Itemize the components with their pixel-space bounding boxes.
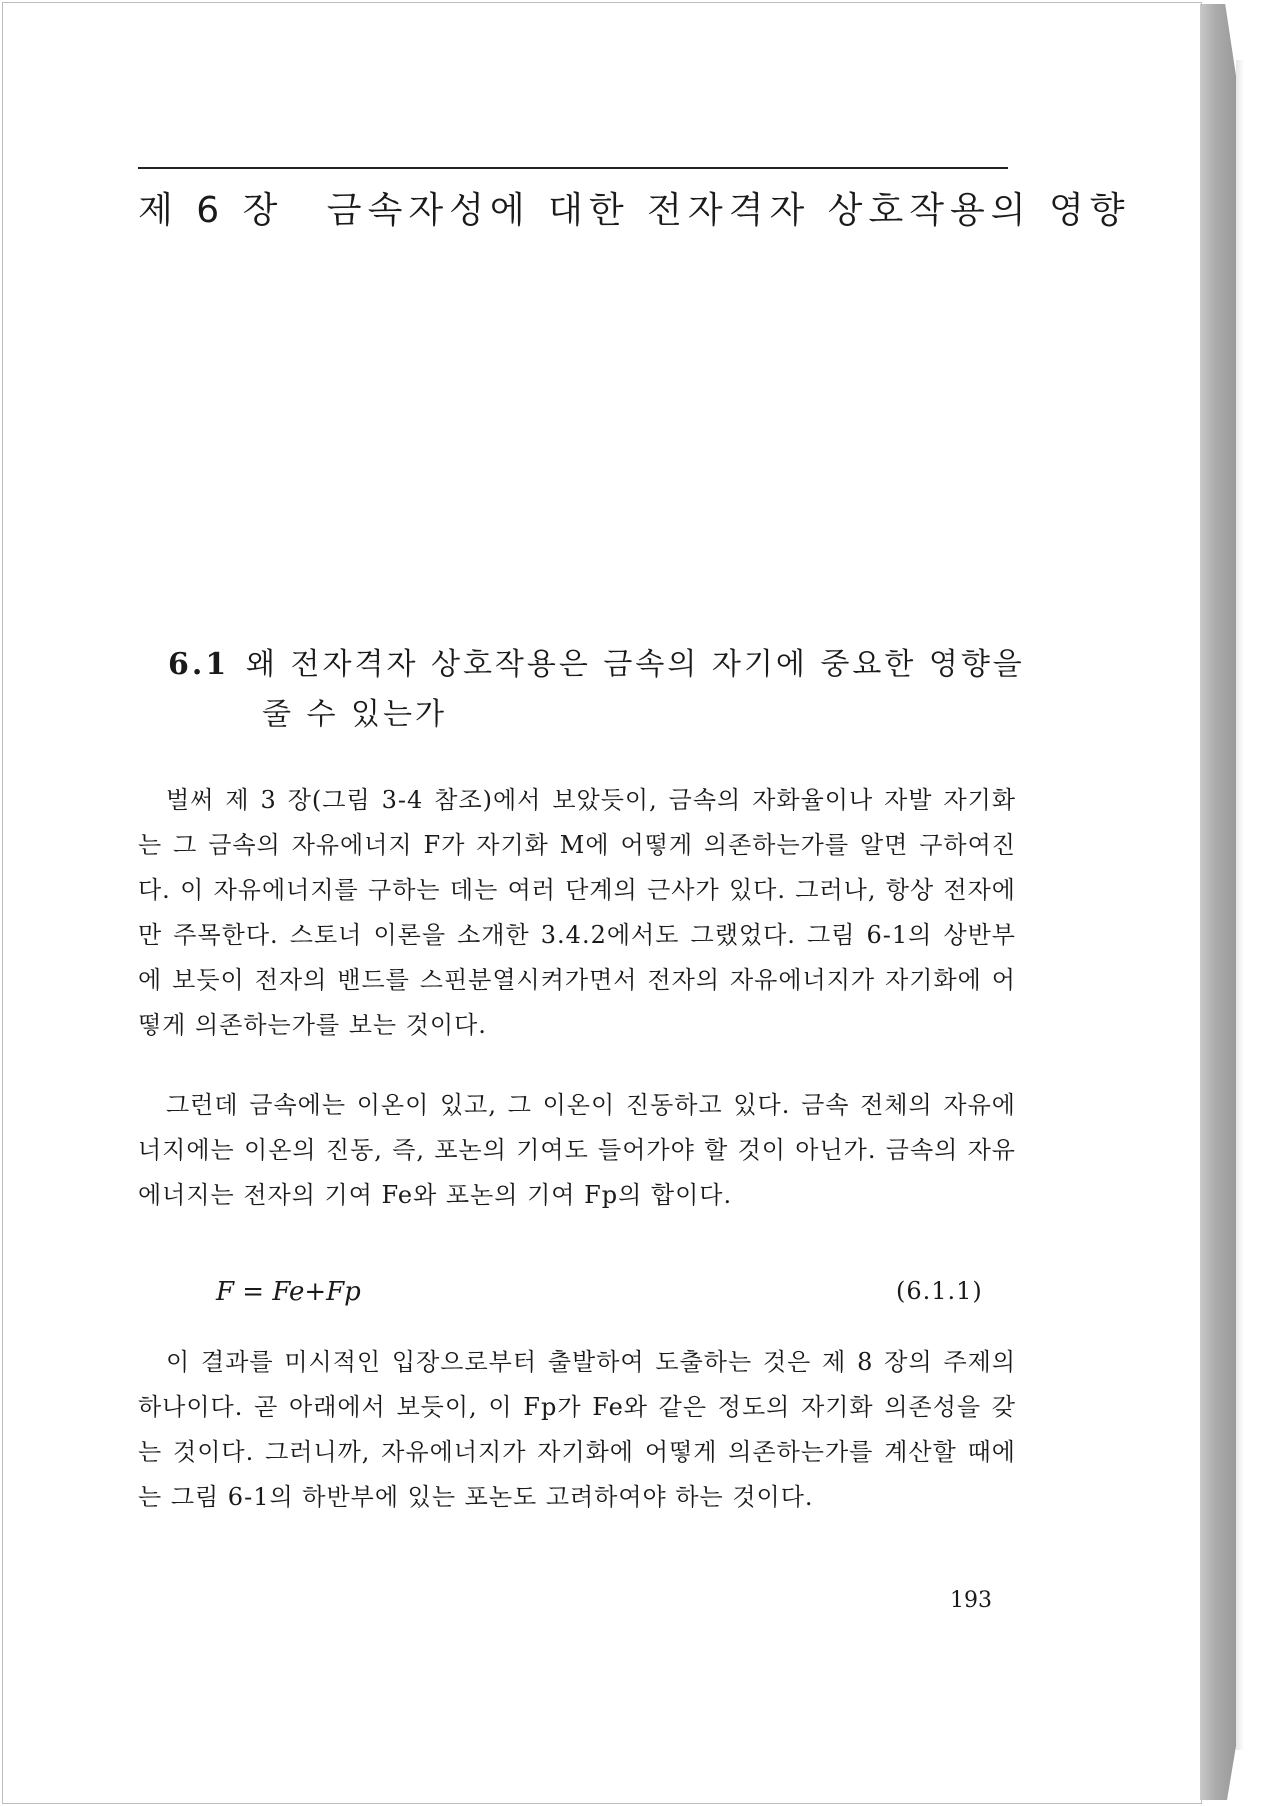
chapter-number: 제 6 장 <box>138 190 284 231</box>
paragraph-text: 그런데 금속에는 이온이 있고, 그 이온이 진동하고 있다. 금속 전체의 자유에너지에는 이온의 진동, 즉, 포논의 기여도 들어가야 할 것이 아닌가. 금속의 자유에너지는 전자의 기여 Fe와 포논의 기여 Fp의 합이다. <box>138 1091 1016 1209</box>
paragraph-text: 벌써 제 3 장(그림 3-4 참조)에서 보았듯이, 금속의 자화율이나 자발 자기화는 그 금속의 자유에너지 F가 자기화 M에 어떻게 의존하는가를 알면 구하여진다. 이 자유에너지를 구하는 데는 여러 단계의 근사가 있다. 그러나, 항상 전자에만 주목한다. 스토너 이론을 소개한 3.4.2에서도 그랬었다. 그림 6-1의 상반부에 보듯이 전자의 밴드를 스핀분열시켜가면서 전자의 자유에너지가 자기화에 어떻게 의존하는가를 보는 것이다. <box>138 786 1016 1039</box>
chapter-heading <box>138 182 1131 233</box>
page-stack-edge <box>1200 4 1236 1800</box>
paragraph-text: 이 결과를 미시적인 입장으로부터 출발하여 도출하는 것은 제 8 장의 주제의 하나이다. 곧 아래에서 보듯이, 이 Fp가 Fe와 같은 정도의 자기화 의존성을 갖는 것이다. 그러니까, 자유에너지가 자기화에 어떻게 의존하는가를 계산할 때에는 그림 6-1의 하반부에 있는 포논도 고려하여야 하는 것이다. <box>138 1348 1016 1511</box>
page-edge-shadow <box>1236 60 1244 1750</box>
paragraph-2 <box>138 1083 1016 1218</box>
equation-number: (6.1.1) <box>896 1277 983 1305</box>
chapter-title: 금속자성에 대한 전자격자 상호작용의 영향 <box>326 190 1131 231</box>
paragraph-1 <box>138 778 1016 1048</box>
section-number: 6.1 <box>168 647 230 682</box>
chapter-rule <box>138 167 1008 169</box>
section-title-line2: 줄 수 있는가 <box>262 697 447 732</box>
section-heading <box>168 640 1028 740</box>
equation: F = Fe+Fp <box>216 1277 361 1307</box>
paragraph-3 <box>138 1340 1016 1520</box>
page-number: 193 <box>950 1588 992 1613</box>
section-title-line1: 왜 전자격자 상호작용은 금속의 자기에 중요한 영향을 <box>246 647 1025 682</box>
